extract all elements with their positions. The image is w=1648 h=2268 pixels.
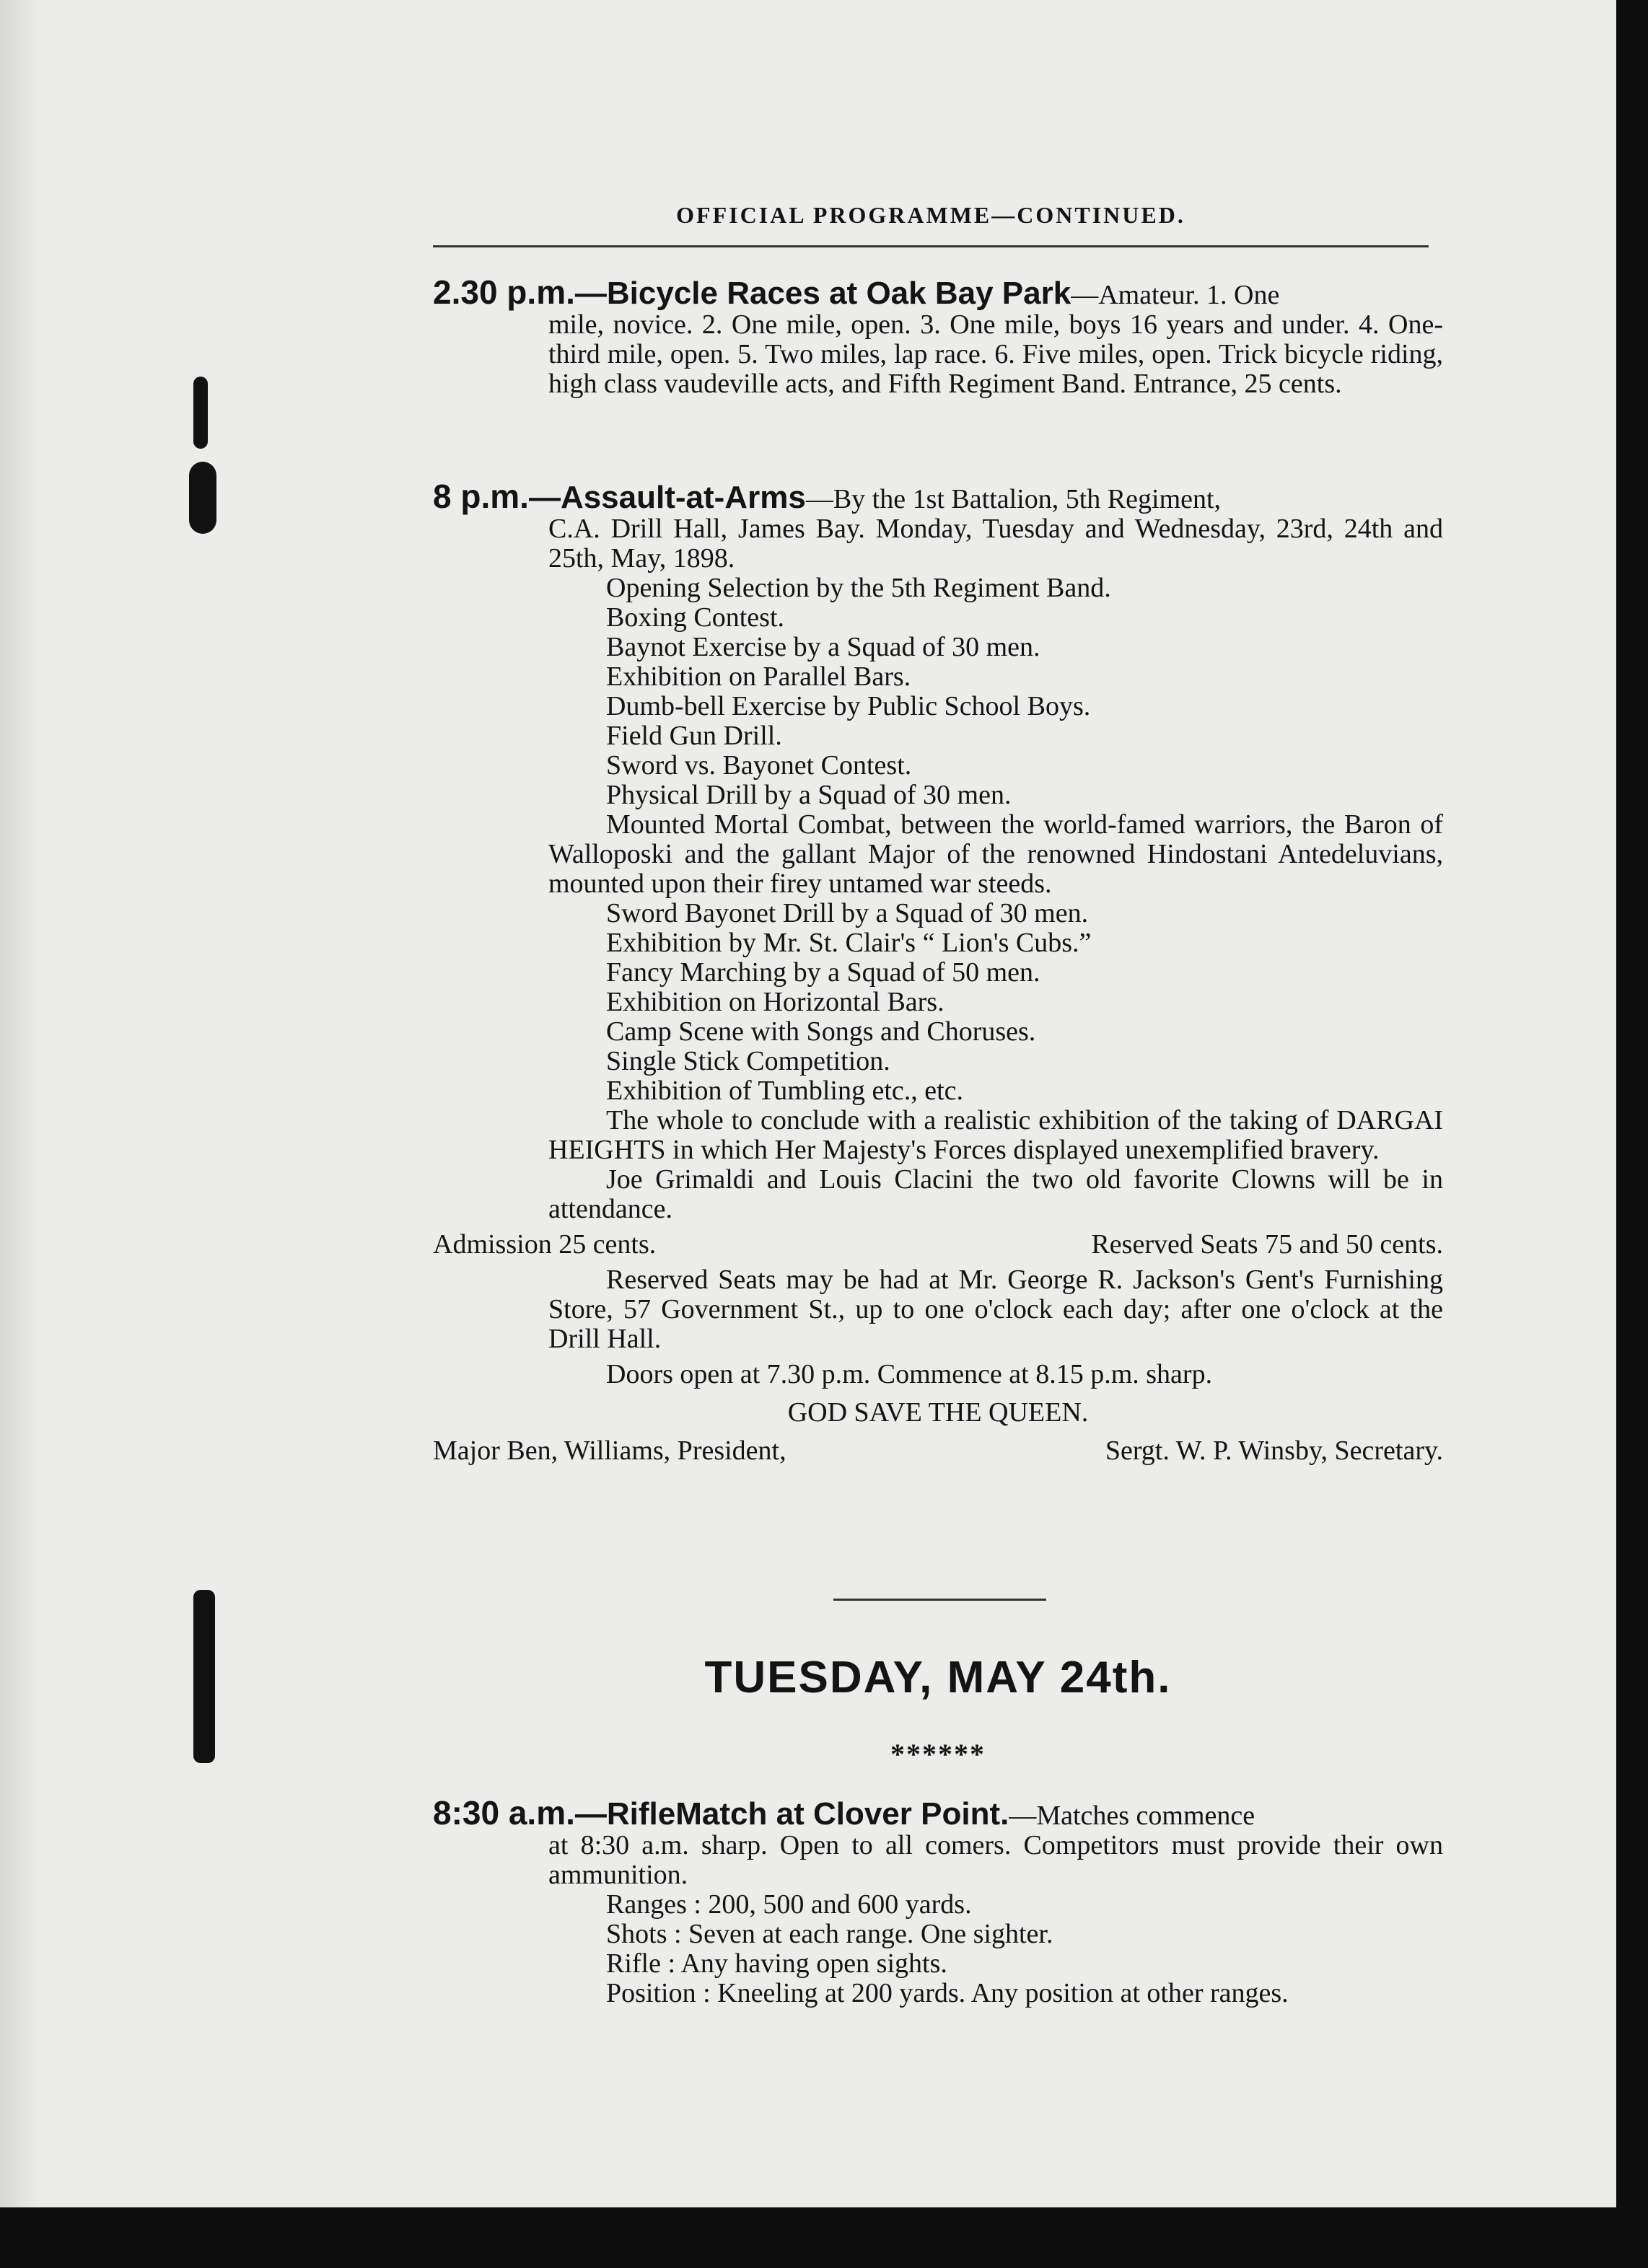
programme-item: Baynot Exercise by a Squad of 30 men.	[606, 632, 1040, 662]
clowns-note: Joe Grimaldi and Louis Clacini the two old favorite Clowns will be in attendance.	[548, 1164, 1443, 1224]
anthem: GOD SAVE THE QUEEN.	[787, 1397, 1089, 1428]
event-body: at 8:30 a.m. sharp. Open to all comers. Competitors must provide their own ammunition.	[548, 1830, 1443, 1890]
event-title: —RifleMatch at Clover Point.	[574, 1796, 1009, 1832]
event-rifle-match	[433, 1794, 1443, 2008]
programme-item: Opening Selection by the 5th Regiment Band.	[606, 573, 1111, 603]
event-time: 2.30 p.m.	[433, 273, 575, 311]
programme-item: Exhibition on Parallel Bars.	[606, 662, 911, 692]
event-first-line: —Amateur. 1. One	[1071, 280, 1280, 310]
scan-shadow	[0, 0, 43, 2207]
reserved-price: Reserved Seats 75 and 50 cents.	[1091, 1229, 1443, 1260]
page-header: OFFICIAL PROGRAMME—CONTINUED.	[676, 202, 1185, 228]
event-title: —Bicycle Races at Oak Bay Park	[574, 276, 1071, 311]
event-first-line: —By the 1st Battalion, 5th Regiment,	[805, 484, 1222, 514]
programme-item: Sword Bayonet Drill by a Squad of 30 men.	[606, 898, 1089, 928]
binding-mark	[189, 462, 216, 534]
programme-item: Physical Drill by a Squad of 30 men.	[606, 780, 1012, 810]
reserved-info: Reserved Seats may be had at Mr. George R. Jackson's Gent's Furnishing Store, 57 Government St., up to one o'clock each day; after one o'clock at the Drill Hall.	[548, 1265, 1443, 1354]
rifle-position: Position : Kneeling at 200 yards. Any position at other ranges.	[606, 1978, 1289, 2008]
event-assault-at-arms	[433, 478, 1443, 1466]
event-title: —Assault-at-Arms	[528, 480, 806, 515]
mounted-combat: Mounted Mortal Combat, between the world-famed warriors, the Baron of Walloposki and the gallant Major of the renowned Hindostani Antedeluvians, mounted upon their firey untamed war steeds.	[548, 809, 1443, 899]
event-first-line: —Matches commence	[1009, 1801, 1255, 1831]
day-title: TUESDAY, MAY 24th.	[704, 1653, 1172, 1702]
section-divider	[833, 1599, 1046, 1601]
event-time: 8:30 a.m.	[433, 1794, 575, 1832]
stars-ornament: ******	[890, 1738, 986, 1770]
programme-item: Field Gun Drill.	[606, 721, 782, 751]
rifle-detail: Shots : Seven at each range. One sighter.	[606, 1919, 1053, 1949]
rifle-detail: Ranges : 200, 500 and 600 yards.	[606, 1889, 972, 1920]
programme-item: Boxing Contest.	[606, 602, 785, 633]
event-body: mile, novice. 2. One mile, open. 3. One mile, boys 16 years and under. 4. One-third mile, open. 5. Two miles, lap race. 6. Five miles, open. Trick bicycle riding, high class vaudeville acts, and Fifth Regiment Band. Entrance, 25 cents.	[548, 309, 1443, 399]
event-time: 8 p.m.	[433, 478, 529, 515]
binding-mark	[193, 1590, 215, 1763]
binding-mark	[193, 377, 208, 449]
conclusion: The whole to conclude with a realistic exhibition of the taking of DARGAI HEIGHTS in which Her Majesty's Forces displayed unexemplified bravery.	[548, 1105, 1443, 1165]
programme-item: Exhibition by Mr. St. Clair's “ Lion's Cubs.”	[606, 928, 1092, 958]
secretary: Sergt. W. P. Winsby, Secretary.	[1105, 1436, 1443, 1466]
event-intro: C.A. Drill Hall, James Bay. Monday, Tuesday and Wednesday, 23rd, 24th and 25th, May, 1898.	[548, 514, 1443, 573]
programme-item: Camp Scene with Songs and Choruses.	[606, 1016, 1036, 1047]
programme-item: Exhibition on Horizontal Bars.	[606, 987, 944, 1017]
event-bicycle-races	[433, 273, 1443, 399]
header-rule	[433, 245, 1429, 247]
programme-item: Single Stick Competition.	[606, 1046, 890, 1076]
programme-item: Sword vs. Bayonet Contest.	[606, 750, 912, 781]
admission: Admission 25 cents.	[433, 1229, 657, 1260]
programme-item: Dumb-bell Exercise by Public School Boys.	[606, 691, 1091, 721]
rifle-detail: Rifle : Any having open sights.	[606, 1948, 947, 1979]
programme-item: Fancy Marching by a Squad of 50 men.	[606, 957, 1040, 988]
programme-item: Exhibition of Tumbling etc., etc.	[606, 1076, 964, 1106]
doors-info: Doors open at 7.30 p.m. Commence at 8.15 p.m. sharp.	[606, 1359, 1213, 1389]
president: Major Ben, Williams, President,	[433, 1436, 786, 1466]
